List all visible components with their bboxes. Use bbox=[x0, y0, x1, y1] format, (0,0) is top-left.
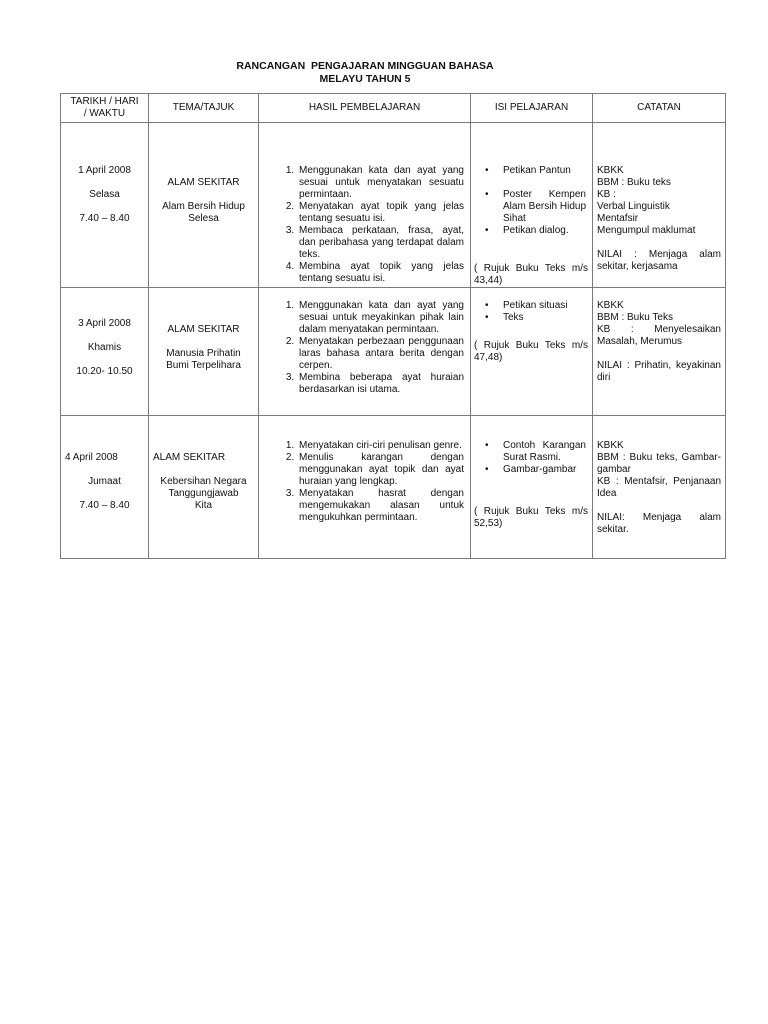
day: Selasa bbox=[89, 189, 120, 200]
tajuk-line-3: Kita bbox=[194, 500, 213, 511]
header-row bbox=[61, 94, 726, 123]
day: Jumaat bbox=[88, 476, 121, 487]
hasil-item: 1. Menyatakan ciri-ciri penulisan genre. bbox=[297, 440, 464, 452]
table-row bbox=[61, 288, 726, 416]
tema: ALAM SEKITAR bbox=[167, 324, 240, 335]
date: 1 April 2008 bbox=[78, 165, 131, 176]
bbm: BBM : Buku teks, Gambar-gambar bbox=[597, 452, 721, 475]
kb-line: Verbal Linguistik bbox=[597, 201, 670, 212]
kb-line: Mengumpul maklumat bbox=[597, 225, 696, 236]
hasil-cell bbox=[259, 123, 471, 288]
hasil-cell bbox=[259, 416, 471, 559]
rujuk-note: ( Rujuk Buku Teks m/s 47,48) bbox=[474, 340, 588, 363]
day: Khamis bbox=[87, 342, 122, 353]
header-tarikh-line-2: / WAKTU bbox=[83, 108, 126, 119]
tema-cell bbox=[149, 416, 259, 559]
tajuk-line-1: Alam Bersih Hidup bbox=[162, 201, 245, 212]
header-hasil: HASIL PEMBELAJARAN bbox=[259, 94, 471, 123]
date-cell bbox=[61, 123, 149, 288]
hasil-item: 3. Menyatakan hasrat dengan mengemukakan alasan untuk mengukuhkan permintaan. bbox=[297, 488, 464, 524]
nilai: NILAI: Menjaga alam sekitar. bbox=[597, 512, 721, 535]
isi-cell bbox=[471, 288, 593, 416]
rujuk-note: ( Rujuk Buku Teks m/s 43,44) bbox=[474, 263, 588, 286]
header-tema: TEMA/TAJUK bbox=[149, 94, 259, 123]
tajuk-line-1: Kebersihan Negara bbox=[160, 476, 247, 487]
title-line-2: MELAYU TAHUN 5 bbox=[319, 73, 411, 85]
tajuk-line-2: Bumi Terpelihara bbox=[166, 360, 241, 371]
tema-cell bbox=[149, 288, 259, 416]
bbm: BBM : Buku Teks bbox=[597, 312, 673, 323]
table-row bbox=[61, 416, 726, 559]
kb-line: Mentafsir bbox=[597, 213, 639, 224]
date: 4 April 2008 bbox=[65, 452, 118, 463]
kb: KB : Mentafsir, Penjanaan Idea bbox=[597, 476, 721, 499]
time: 10.20- 10.50 bbox=[76, 366, 133, 377]
header-catatan: CATATAN bbox=[593, 94, 726, 123]
hasil-item: 4. Membina ayat topik yang jelas tentang sesuatu isi. bbox=[297, 261, 464, 285]
catatan-cell bbox=[593, 123, 726, 288]
kb: KB : Menyelesaikan Masalah, Merumus bbox=[597, 324, 721, 347]
hasil-item: 2. Menyatakan ayat topik yang jelas tentang sesuatu isi. bbox=[297, 201, 464, 225]
tajuk-line-1: Manusia Prihatin bbox=[166, 348, 241, 359]
header-tarikh-line-1: TARIKH / HARI bbox=[70, 96, 139, 107]
date-cell bbox=[61, 288, 149, 416]
isi-item: • Teks bbox=[503, 312, 586, 324]
kbkk: KBKK bbox=[597, 165, 624, 176]
nilai: NILAI : Menjaga alam sekitar, kerjasama bbox=[597, 249, 721, 272]
time: 7.40 – 8.40 bbox=[79, 213, 130, 224]
lesson-plan-table bbox=[60, 93, 726, 559]
isi-cell bbox=[471, 416, 593, 559]
tajuk-line-2: Tanggungjawab bbox=[168, 488, 239, 499]
date: 3 April 2008 bbox=[78, 318, 131, 329]
header-tarikh bbox=[61, 94, 149, 123]
title-line-1: RANCANGAN PENGAJARAN MINGGUAN BAHASA bbox=[236, 60, 494, 72]
time: 7.40 – 8.40 bbox=[79, 500, 130, 511]
hasil-cell bbox=[259, 288, 471, 416]
isi-cell bbox=[471, 123, 593, 288]
date-cell bbox=[61, 416, 149, 559]
document-title bbox=[60, 60, 670, 86]
kbkk: KBKK bbox=[597, 440, 624, 451]
hasil-item: 3. Membaca perkataan, frasa, ayat, dan peribahasa yang terdapat dalam teks. bbox=[297, 225, 464, 261]
isi-item: • Gambar-gambar bbox=[503, 464, 586, 476]
tema: ALAM SEKITAR bbox=[153, 452, 226, 463]
catatan-cell bbox=[593, 416, 726, 559]
tajuk-line-2: Selesa bbox=[188, 213, 219, 224]
kb-label: KB : bbox=[597, 189, 616, 200]
table-row bbox=[61, 123, 726, 288]
catatan-cell bbox=[593, 288, 726, 416]
header-isi: ISI PELAJARAN bbox=[471, 94, 593, 123]
rujuk-note: ( Rujuk Buku Teks m/s 52,53) bbox=[474, 506, 588, 529]
isi-item: • Petikan Pantun bbox=[503, 165, 586, 177]
hasil-item: 1. Menggunakan kata dan ayat yang sesuai untuk menyatakan sesuatu permintaan. bbox=[297, 165, 464, 201]
hasil-item: 2. Menulis karangan dengan menggunakan ayat topik dan ayat huraian yang lengkap. bbox=[297, 452, 464, 488]
isi-item: • Petikan dialog. bbox=[503, 225, 586, 237]
hasil-item: 2. Menyatakan perbezaan penggunaan laras bahasa antara berita dengan cerpen. bbox=[297, 336, 464, 372]
isi-item: • Contoh Karangan Surat Rasmi. bbox=[503, 440, 586, 464]
tema-cell bbox=[149, 123, 259, 288]
tema: ALAM SEKITAR bbox=[167, 177, 240, 188]
kbkk: KBKK bbox=[597, 300, 624, 311]
nilai: NILAI : Prihatin, keyakinan diri bbox=[597, 360, 721, 383]
isi-item: • Poster Kempen Alam Bersih Hidup Sihat bbox=[503, 189, 586, 225]
isi-item: • Petikan situasi bbox=[503, 300, 586, 312]
hasil-item: 1. Menggunakan kata dan ayat yang sesuai untuk meyakinkan pihak lain dalam menyatakan permintaan. bbox=[297, 300, 464, 336]
hasil-item: 3. Membina beberapa ayat huraian berdasarkan isi utama. bbox=[297, 372, 464, 396]
bbm: BBM : Buku teks bbox=[597, 177, 671, 188]
